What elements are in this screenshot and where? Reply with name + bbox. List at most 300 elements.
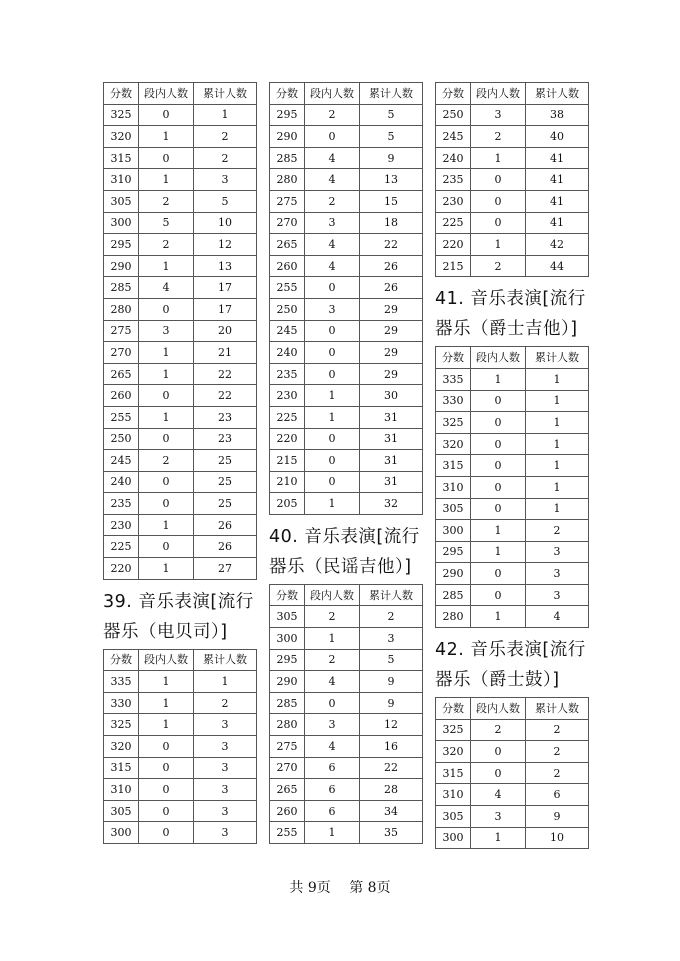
table-row: [270, 800, 423, 822]
table-cell: 270: [270, 212, 305, 234]
table-header-row: [104, 649, 257, 671]
table-row: [270, 649, 423, 671]
table-cell: 31: [360, 450, 423, 472]
table-cell: 41: [526, 169, 589, 191]
table-cell: 40: [526, 126, 589, 148]
table-cell: 10: [526, 827, 589, 849]
table-cell: 275: [270, 736, 305, 758]
table-cell: 2: [139, 190, 194, 212]
table-row: [270, 320, 423, 342]
section-heading-39: [103, 587, 256, 647]
section-heading-42: [435, 635, 588, 695]
table-row: [270, 385, 423, 407]
table-cell: 1: [305, 406, 360, 428]
table-row: [436, 190, 589, 212]
table-cell: 0: [471, 190, 526, 212]
table-row: [270, 628, 423, 650]
table-row: [436, 563, 589, 585]
table-cell: 1: [139, 558, 194, 580]
table-cell: 1: [471, 606, 526, 628]
table-cell: 2: [139, 234, 194, 256]
table-cell: 29: [360, 298, 423, 320]
table-cell: 3: [194, 757, 257, 779]
table-cell: 4: [305, 736, 360, 758]
table-cell: 1: [139, 406, 194, 428]
table-cell: 3: [194, 822, 257, 844]
table-cell: 3: [194, 800, 257, 822]
table-cell: 26: [194, 536, 257, 558]
section-title-line1: 41. 音乐表演[流行: [435, 289, 586, 310]
score-table: [269, 82, 423, 515]
table-cell: 4: [305, 147, 360, 169]
table-row: [436, 606, 589, 628]
table-cell: 245: [104, 450, 139, 472]
table-cell: 22: [360, 234, 423, 256]
table-cell: 280: [270, 714, 305, 736]
score-table: [435, 346, 589, 628]
table-cell: 0: [305, 320, 360, 342]
table-cell: 3: [360, 628, 423, 650]
score-table: [103, 82, 257, 580]
table-cell: 335: [104, 671, 139, 693]
table-cell: 320: [436, 433, 471, 455]
table-row: [270, 212, 423, 234]
table-cell: 1: [305, 493, 360, 515]
table-cell: 4: [526, 606, 589, 628]
table-cell: 2: [194, 692, 257, 714]
table-cell: 2: [305, 104, 360, 126]
table-row: [270, 298, 423, 320]
table-cell: 4: [139, 277, 194, 299]
table-row: [270, 692, 423, 714]
table-cell: 1: [526, 498, 589, 520]
table-row: [270, 277, 423, 299]
table-cell: 5: [139, 212, 194, 234]
table-row: [270, 822, 423, 844]
table-cell: 305: [270, 606, 305, 628]
table-cell: 0: [471, 412, 526, 434]
table-row: [436, 169, 589, 191]
table-row: [436, 368, 589, 390]
table-row: [436, 390, 589, 412]
table-cell: 3: [139, 320, 194, 342]
table-cell: 315: [436, 762, 471, 784]
table-cell: 6: [526, 784, 589, 806]
table-cell: 0: [305, 428, 360, 450]
table-cell: 0: [139, 298, 194, 320]
table-cell: 300: [104, 212, 139, 234]
table-cell: 290: [104, 255, 139, 277]
table-row: [436, 412, 589, 434]
table-row: [104, 536, 257, 558]
table-cell: 0: [139, 104, 194, 126]
table-cell: 255: [270, 277, 305, 299]
table-cell: 1: [526, 476, 589, 498]
table-row: [104, 671, 257, 693]
table-row: [104, 234, 257, 256]
table-cell: 29: [360, 363, 423, 385]
table-cell: 260: [270, 800, 305, 822]
column-header: 分数: [436, 83, 471, 105]
table-cell: 5: [360, 126, 423, 148]
table-cell: 1: [526, 455, 589, 477]
table-cell: 335: [436, 368, 471, 390]
table-cell: 1: [139, 363, 194, 385]
table-cell: 260: [104, 385, 139, 407]
table-cell: 310: [104, 779, 139, 801]
table-row: [436, 455, 589, 477]
table-cell: 255: [270, 822, 305, 844]
current-page: 第 8页: [349, 880, 391, 896]
table-cell: 235: [270, 363, 305, 385]
table-cell: 235: [436, 169, 471, 191]
score-table: [269, 584, 423, 844]
total-pages: 共 9页: [289, 880, 331, 896]
column-header: 段内人数: [139, 649, 194, 671]
table-cell: 265: [270, 234, 305, 256]
table-cell: 0: [139, 428, 194, 450]
table-cell: 32: [360, 493, 423, 515]
table-cell: 3: [526, 563, 589, 585]
table-cell: 295: [270, 104, 305, 126]
section-title-line2: 器乐（民谣吉他）]: [269, 556, 412, 577]
table-cell: 265: [104, 363, 139, 385]
table-cell: 0: [139, 536, 194, 558]
table-cell: 28: [360, 779, 423, 801]
table-cell: 260: [270, 255, 305, 277]
table-header-row: [104, 83, 257, 105]
column-header: 分数: [436, 698, 471, 720]
table-cell: 3: [471, 806, 526, 828]
table-cell: 220: [104, 558, 139, 580]
table-cell: 1: [526, 390, 589, 412]
table-header-row: [436, 83, 589, 105]
table-cell: 4: [305, 255, 360, 277]
table-row: [104, 493, 257, 515]
table-row: [104, 736, 257, 758]
table-cell: 205: [270, 493, 305, 515]
table-cell: 315: [436, 455, 471, 477]
table-cell: 1: [471, 147, 526, 169]
table-cell: 275: [104, 320, 139, 342]
table-cell: 3: [526, 541, 589, 563]
table-cell: 2: [471, 126, 526, 148]
table-cell: 5: [360, 649, 423, 671]
table-cell: 3: [194, 169, 257, 191]
table-cell: 23: [194, 406, 257, 428]
table-row: [104, 428, 257, 450]
table-cell: 0: [471, 762, 526, 784]
table-cell: 0: [139, 800, 194, 822]
table-cell: 6: [305, 800, 360, 822]
section-heading-40: [269, 522, 422, 582]
table-cell: 1: [139, 714, 194, 736]
table-cell: 305: [436, 806, 471, 828]
table-cell: 315: [104, 757, 139, 779]
table-row: [104, 255, 257, 277]
table-cell: 42: [526, 234, 589, 256]
table-cell: 2: [305, 190, 360, 212]
section-heading-41: [435, 284, 588, 344]
table-row: [436, 806, 589, 828]
table-header-row: [270, 584, 423, 606]
table-cell: 0: [139, 471, 194, 493]
table-row: [270, 671, 423, 693]
table-cell: 0: [139, 147, 194, 169]
table-row: [436, 126, 589, 148]
table-row: [270, 190, 423, 212]
table-row: [436, 498, 589, 520]
table-cell: 295: [270, 649, 305, 671]
table-cell: 1: [471, 368, 526, 390]
section-title-line1: 40. 音乐表演[流行: [269, 526, 420, 547]
column-header: 累计人数: [526, 698, 589, 720]
table-row: [436, 147, 589, 169]
table-cell: 12: [194, 234, 257, 256]
table-row: [436, 584, 589, 606]
column-header: 累计人数: [526, 347, 589, 369]
table-cell: 2: [305, 649, 360, 671]
section-title-line2: 器乐（爵士鼓）]: [435, 670, 560, 691]
table-cell: 0: [305, 342, 360, 364]
table-cell: 3: [305, 298, 360, 320]
column-header: 段内人数: [471, 347, 526, 369]
table-cell: 300: [104, 822, 139, 844]
table-row: [270, 406, 423, 428]
score-table: [435, 697, 589, 849]
table-cell: 0: [471, 741, 526, 763]
table-cell: 310: [104, 169, 139, 191]
table-row: [104, 320, 257, 342]
table-cell: 0: [139, 736, 194, 758]
table-cell: 3: [194, 736, 257, 758]
table-cell: 0: [471, 390, 526, 412]
table-cell: 2: [139, 450, 194, 472]
column-header: 段内人数: [139, 83, 194, 105]
table-row: [104, 277, 257, 299]
table-cell: 1: [139, 255, 194, 277]
table-row: [270, 736, 423, 758]
table-cell: 300: [436, 827, 471, 849]
table-cell: 31: [360, 406, 423, 428]
table-cell: 310: [436, 476, 471, 498]
table-cell: 330: [104, 692, 139, 714]
table-cell: 22: [194, 385, 257, 407]
table-cell: 0: [471, 169, 526, 191]
table-cell: 230: [436, 190, 471, 212]
table-cell: 215: [270, 450, 305, 472]
table-cell: 26: [360, 277, 423, 299]
section-title-line2: 器乐（电贝司）]: [103, 621, 228, 642]
table-cell: 300: [436, 520, 471, 542]
table-row: [104, 104, 257, 126]
table-row: [104, 298, 257, 320]
table-row: [270, 104, 423, 126]
table-cell: 215: [436, 255, 471, 277]
table-cell: 1: [139, 342, 194, 364]
table-cell: 285: [270, 692, 305, 714]
table-cell: 305: [104, 190, 139, 212]
score-table: [103, 649, 257, 844]
table-cell: 315: [104, 147, 139, 169]
table-cell: 10: [194, 212, 257, 234]
table-row: [104, 450, 257, 472]
table-cell: 2: [471, 719, 526, 741]
table-row: [436, 719, 589, 741]
table-cell: 0: [139, 757, 194, 779]
table-row: [270, 342, 423, 364]
table-cell: 320: [104, 126, 139, 148]
table-cell: 295: [104, 234, 139, 256]
column-header: 段内人数: [471, 698, 526, 720]
table-row: [270, 714, 423, 736]
table-header-row: [436, 698, 589, 720]
table-row: [270, 126, 423, 148]
table-cell: 4: [305, 234, 360, 256]
table-cell: 1: [139, 126, 194, 148]
column-header: 累计人数: [360, 83, 423, 105]
table-cell: 18: [360, 212, 423, 234]
table-row: [104, 692, 257, 714]
table-row: [104, 169, 257, 191]
table-cell: 23: [194, 428, 257, 450]
column-header: 累计人数: [194, 83, 257, 105]
table-cell: 21: [194, 342, 257, 364]
table-cell: 12: [360, 714, 423, 736]
table-row: [104, 126, 257, 148]
table-row: [270, 493, 423, 515]
table-cell: 0: [305, 692, 360, 714]
table-cell: 0: [471, 563, 526, 585]
column-header: 分数: [104, 649, 139, 671]
table-header-row: [436, 347, 589, 369]
table-cell: 250: [104, 428, 139, 450]
table-cell: 0: [305, 471, 360, 493]
table-row: [270, 234, 423, 256]
table-cell: 325: [104, 714, 139, 736]
table-cell: 27: [194, 558, 257, 580]
table-cell: 15: [360, 190, 423, 212]
table-row: [270, 450, 423, 472]
table-cell: 25: [194, 450, 257, 472]
column-header: 段内人数: [305, 83, 360, 105]
table-cell: 2: [526, 520, 589, 542]
table-cell: 5: [360, 104, 423, 126]
table-cell: 1: [139, 514, 194, 536]
table-cell: 6: [305, 757, 360, 779]
table-cell: 3: [471, 104, 526, 126]
table-cell: 29: [360, 320, 423, 342]
table-cell: 1: [471, 541, 526, 563]
table-cell: 280: [270, 169, 305, 191]
column-middle: [269, 82, 422, 844]
table-row: [104, 779, 257, 801]
table-row: [270, 757, 423, 779]
table-cell: 22: [194, 363, 257, 385]
table-cell: 1: [139, 692, 194, 714]
table-row: [270, 255, 423, 277]
table-cell: 265: [270, 779, 305, 801]
table-cell: 0: [471, 584, 526, 606]
table-cell: 245: [436, 126, 471, 148]
table-row: [104, 714, 257, 736]
column-header: 段内人数: [305, 584, 360, 606]
table-cell: 41: [526, 212, 589, 234]
table-cell: 305: [104, 800, 139, 822]
table-cell: 3: [194, 779, 257, 801]
table-cell: 275: [270, 190, 305, 212]
table-cell: 250: [436, 104, 471, 126]
table-cell: 295: [436, 541, 471, 563]
table-cell: 3: [305, 212, 360, 234]
table-cell: 9: [526, 806, 589, 828]
table-cell: 13: [360, 169, 423, 191]
table-cell: 31: [360, 471, 423, 493]
table-row: [104, 558, 257, 580]
section-title-line1: 42. 音乐表演[流行: [435, 640, 586, 661]
table-cell: 220: [270, 428, 305, 450]
table-cell: 225: [104, 536, 139, 558]
table-cell: 220: [436, 234, 471, 256]
table-cell: 320: [104, 736, 139, 758]
section-title-line1: 39. 音乐表演[流行: [103, 591, 254, 612]
table-cell: 1: [471, 520, 526, 542]
table-cell: 280: [436, 606, 471, 628]
table-cell: 26: [360, 255, 423, 277]
table-cell: 0: [305, 277, 360, 299]
table-cell: 255: [104, 406, 139, 428]
table-cell: 290: [436, 563, 471, 585]
table-row: [270, 471, 423, 493]
table-cell: 0: [139, 822, 194, 844]
table-row: [104, 212, 257, 234]
table-cell: 305: [436, 498, 471, 520]
table-row: [436, 104, 589, 126]
column-header: 分数: [104, 83, 139, 105]
table-cell: 240: [270, 342, 305, 364]
table-cell: 0: [471, 212, 526, 234]
table-cell: 1: [526, 433, 589, 455]
table-cell: 4: [305, 169, 360, 191]
table-row: [104, 363, 257, 385]
table-row: [270, 779, 423, 801]
column-header: 累计人数: [526, 83, 589, 105]
table-cell: 0: [139, 779, 194, 801]
column-header: 分数: [436, 347, 471, 369]
table-row: [436, 255, 589, 277]
table-cell: 1: [471, 234, 526, 256]
table-cell: 4: [305, 671, 360, 693]
table-cell: 0: [139, 493, 194, 515]
table-cell: 5: [194, 190, 257, 212]
table-cell: 240: [436, 147, 471, 169]
table-cell: 1: [194, 671, 257, 693]
table-header-row: [270, 83, 423, 105]
column-right: [435, 82, 588, 849]
table-row: [270, 363, 423, 385]
table-cell: 0: [305, 363, 360, 385]
table-cell: 320: [436, 741, 471, 763]
table-cell: 0: [471, 498, 526, 520]
table-cell: 0: [139, 385, 194, 407]
table-cell: 20: [194, 320, 257, 342]
table-row: [270, 428, 423, 450]
table-cell: 13: [194, 255, 257, 277]
table-cell: 325: [104, 104, 139, 126]
table-cell: 3: [305, 714, 360, 736]
table-row: [436, 433, 589, 455]
table-cell: 285: [104, 277, 139, 299]
